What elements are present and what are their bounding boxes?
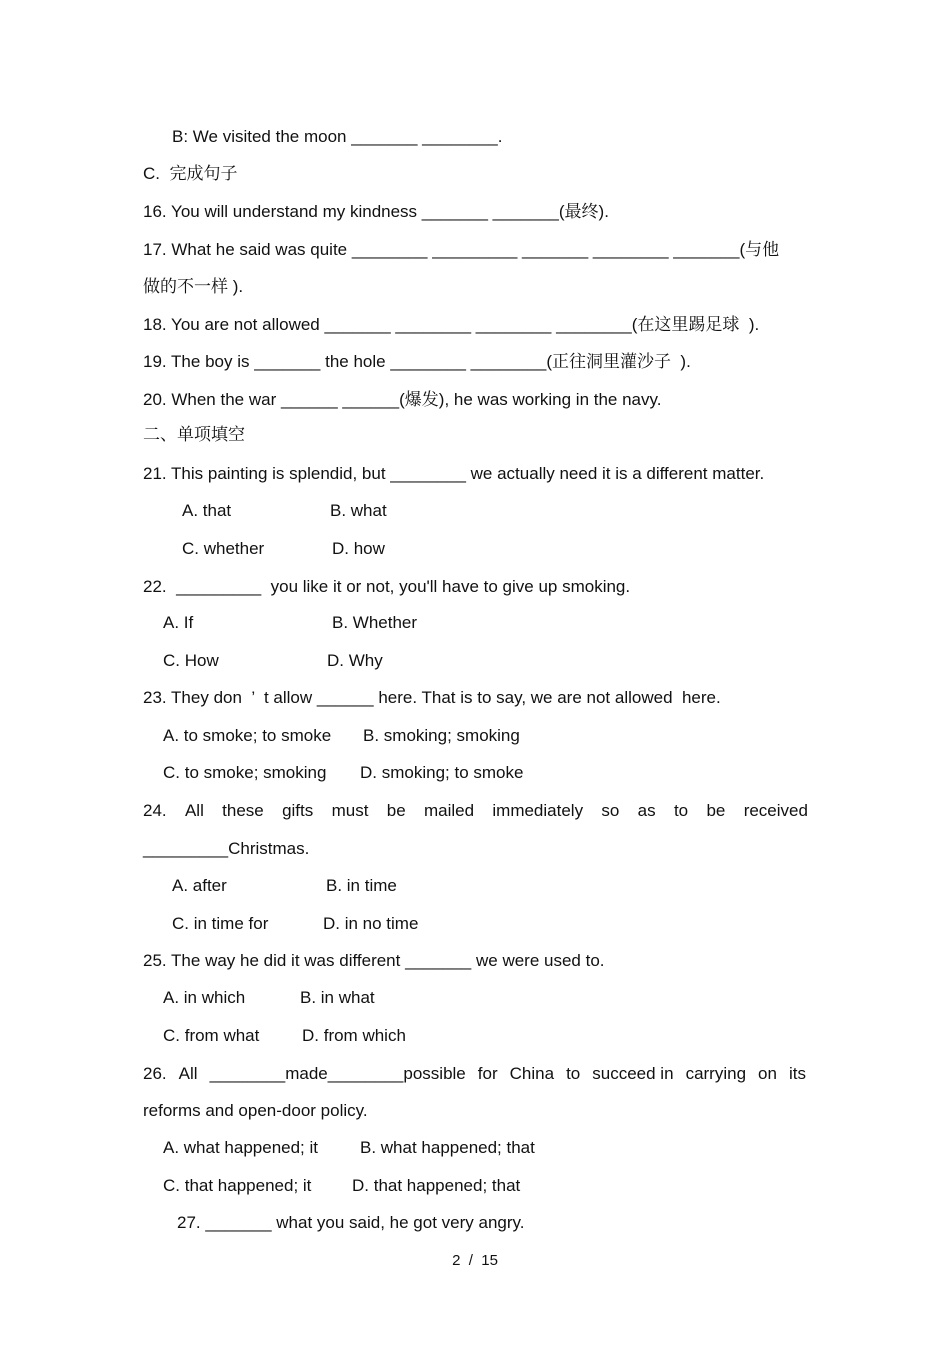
q22-option-a: A. If bbox=[163, 613, 194, 632]
q24-option-a: A. after bbox=[172, 876, 227, 895]
q24-word: these bbox=[222, 801, 264, 820]
question-26 bbox=[143, 1063, 806, 1085]
q22-option-d: D. Why bbox=[327, 651, 383, 670]
q23-option-a: A. to smoke; to smoke bbox=[163, 726, 332, 745]
question-21: 21. This painting is splendid, but ________ we actually need it is a different matter. bbox=[143, 464, 765, 483]
q21-option-b: B. what bbox=[330, 501, 387, 520]
question-23: 23. They don ’ t allow ______ here. That is to say, we are not allowed here. bbox=[143, 688, 721, 707]
q24-word: so bbox=[601, 801, 620, 820]
q22-option-c: C. How bbox=[163, 651, 219, 670]
page-indicator: 2 / 15 bbox=[452, 1252, 498, 1269]
q21-option-d: D. how bbox=[332, 539, 385, 558]
question-22: 22. _________ you like it or not, you'll have to give up smoking. bbox=[143, 577, 631, 596]
question-20: 20. When the war ______ ______(爆发), he was working in the navy. bbox=[143, 390, 662, 409]
q24-word: as bbox=[637, 801, 656, 820]
section-2-heading: 二、单项填空 bbox=[143, 425, 245, 444]
q23-option-b: B. smoking; smoking bbox=[363, 726, 520, 745]
q24-option-b: B. in time bbox=[326, 876, 397, 895]
question-24-continued: _________Christmas. bbox=[143, 839, 310, 858]
q26-word: its bbox=[788, 1064, 806, 1083]
q26-word: to bbox=[566, 1064, 581, 1083]
q26-word: on bbox=[758, 1064, 777, 1083]
q24-word: be bbox=[386, 801, 406, 820]
q24-option-c: C. in time for bbox=[172, 914, 269, 933]
line-b-moon: B: We visited the moon _______ ________. bbox=[172, 127, 503, 146]
q21-option-c: C. whether bbox=[182, 539, 265, 558]
q24-word: be bbox=[706, 801, 726, 820]
q24-word: gifts bbox=[282, 801, 314, 820]
q26-option-d: D. that happened; that bbox=[352, 1176, 521, 1195]
question-16: 16. You will understand my kindness _______ _______(最终). bbox=[143, 202, 609, 221]
q25-option-b: B. in what bbox=[300, 988, 375, 1007]
q26-word: All bbox=[178, 1064, 198, 1083]
q23-option-d: D. smoking; to smoke bbox=[360, 763, 524, 782]
q26-word: succeed in bbox=[592, 1064, 674, 1083]
question-27: 27. _______ what you said, he got very angry. bbox=[177, 1213, 525, 1232]
q24-word: received bbox=[743, 801, 808, 820]
q26-word: carrying bbox=[685, 1064, 747, 1083]
q26-option-c: C. that happened; it bbox=[163, 1176, 312, 1195]
q26-word: for bbox=[477, 1064, 498, 1083]
question-17: 17. What he said was quite ________ _________ _______ ________ _______(与他 bbox=[143, 240, 780, 259]
question-17-continued: 做的不一样 ). bbox=[143, 277, 244, 296]
q24-word: mailed bbox=[423, 801, 475, 820]
q24-word: 24. bbox=[143, 801, 167, 820]
q26-word: ________made________possible bbox=[209, 1064, 466, 1083]
q25-option-a: A. in which bbox=[163, 988, 246, 1007]
q25-option-c: C. from what bbox=[163, 1026, 260, 1045]
q24-word: All bbox=[184, 801, 204, 820]
question-26-continued: reforms and open-door policy. bbox=[143, 1101, 368, 1120]
q24-word: must bbox=[331, 801, 369, 820]
q25-option-d: D. from which bbox=[302, 1026, 406, 1045]
question-24 bbox=[143, 800, 808, 822]
q26-word: 26. bbox=[143, 1064, 167, 1083]
section-c-heading: C. 完成句子 bbox=[143, 164, 238, 183]
q26-option-a: A. what happened; it bbox=[163, 1138, 319, 1157]
q24-word: to bbox=[673, 801, 689, 820]
q26-word: China bbox=[509, 1064, 555, 1083]
question-25: 25. The way he did it was different _______ we were used to. bbox=[143, 951, 605, 970]
q23-option-c: C. to smoke; smoking bbox=[163, 763, 327, 782]
q24-option-d: D. in no time bbox=[323, 914, 419, 933]
q26-option-b: B. what happened; that bbox=[360, 1138, 535, 1157]
question-19: 19. The boy is _______ the hole ________ ________(正往洞里灌沙子 ). bbox=[143, 352, 691, 371]
q21-option-a: A. that bbox=[182, 501, 232, 520]
question-18: 18. You are not allowed _______ ________ ________ ________(在这里踢足球 ). bbox=[143, 315, 760, 334]
q24-word: immediately bbox=[492, 801, 584, 820]
q22-option-b: B. Whether bbox=[332, 613, 418, 632]
